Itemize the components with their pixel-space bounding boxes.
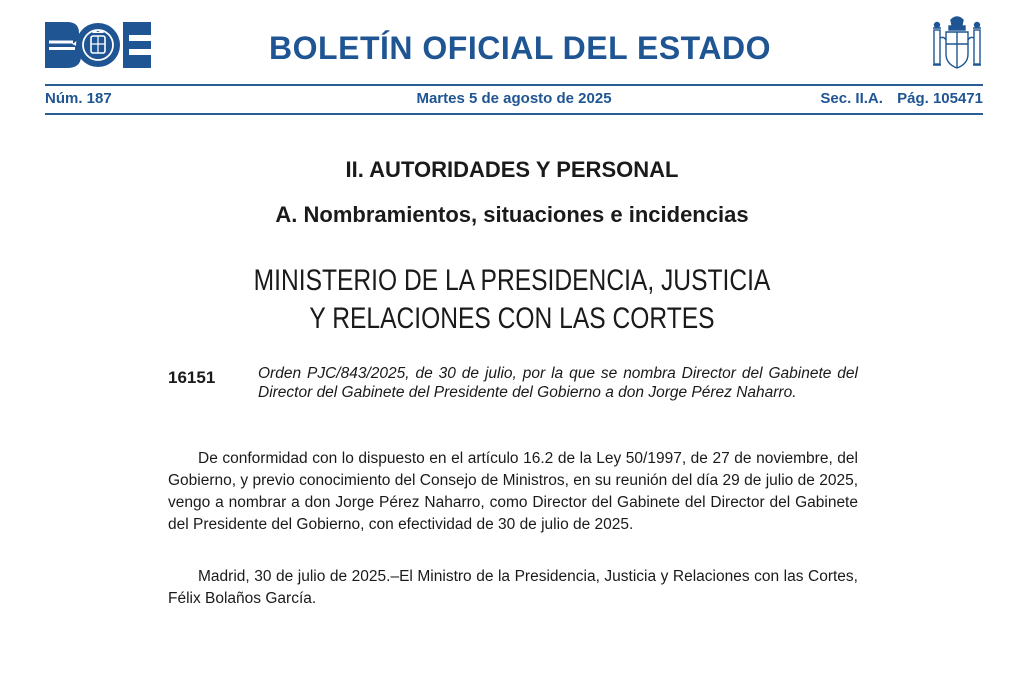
body-paragraph-1-text: De conformidad con lo dispuesto en el artículo 16.2 de la Ley 50/1997, de 27 de noviembre, del Gobierno, y previo conocimiento del Consejo de Ministros, en su reunión del día 29 de julio de 2025, vengo a nombrar a don Jorge Pérez Naharro, como Director del Gabinete del Director del Gabinete del Presidente del Gobierno, con efectividad de 30 de julio de 2025. xyxy=(168,450,858,533)
issue-number: Núm. 187 xyxy=(45,90,112,107)
issue-date: Martes 5 de agosto de 2025 xyxy=(416,90,612,107)
coat-of-arms-icon xyxy=(931,14,983,72)
issue-section: Sec. II.A. xyxy=(820,90,883,107)
body-paragraph-2 xyxy=(168,566,858,610)
boe-logo-icon xyxy=(45,22,151,68)
disposition-number: 16151 xyxy=(168,368,216,387)
issue-section-page xyxy=(810,90,983,107)
masthead-title: BOLETÍN OFICIAL DEL ESTADO xyxy=(269,30,771,66)
section-title: II. AUTORIDADES Y PERSONAL xyxy=(345,157,679,182)
masthead xyxy=(45,14,983,82)
body-paragraph-1 xyxy=(168,448,858,536)
disposition-summary: Orden PJC/843/2025, de 30 de julio, por la que se nombra Director del Gabinete del Director del Gabinete del Presidente del Gobierno a don Jorge Pérez Naharro. xyxy=(258,365,858,401)
subsection-title: A. Nombramientos, situaciones e incidencias xyxy=(275,202,749,227)
ministry-heading xyxy=(92,262,932,338)
ministry-line-1: MINISTERIO DE LA PRESIDENCIA, JUSTICIA xyxy=(253,264,771,297)
body-paragraph-2-text: Madrid, 30 de julio de 2025.–El Ministro de la Presidencia, Justicia y Relaciones con las Cortes, Félix Bolaños García. xyxy=(168,568,858,607)
ministry-line-2: Y RELACIONES CON LAS CORTES xyxy=(309,302,715,335)
issue-page: Pág. 105471 xyxy=(897,90,983,107)
issue-info-bar xyxy=(45,90,983,110)
masthead-rule-bottom xyxy=(45,113,983,115)
masthead-rule-top xyxy=(45,84,983,86)
